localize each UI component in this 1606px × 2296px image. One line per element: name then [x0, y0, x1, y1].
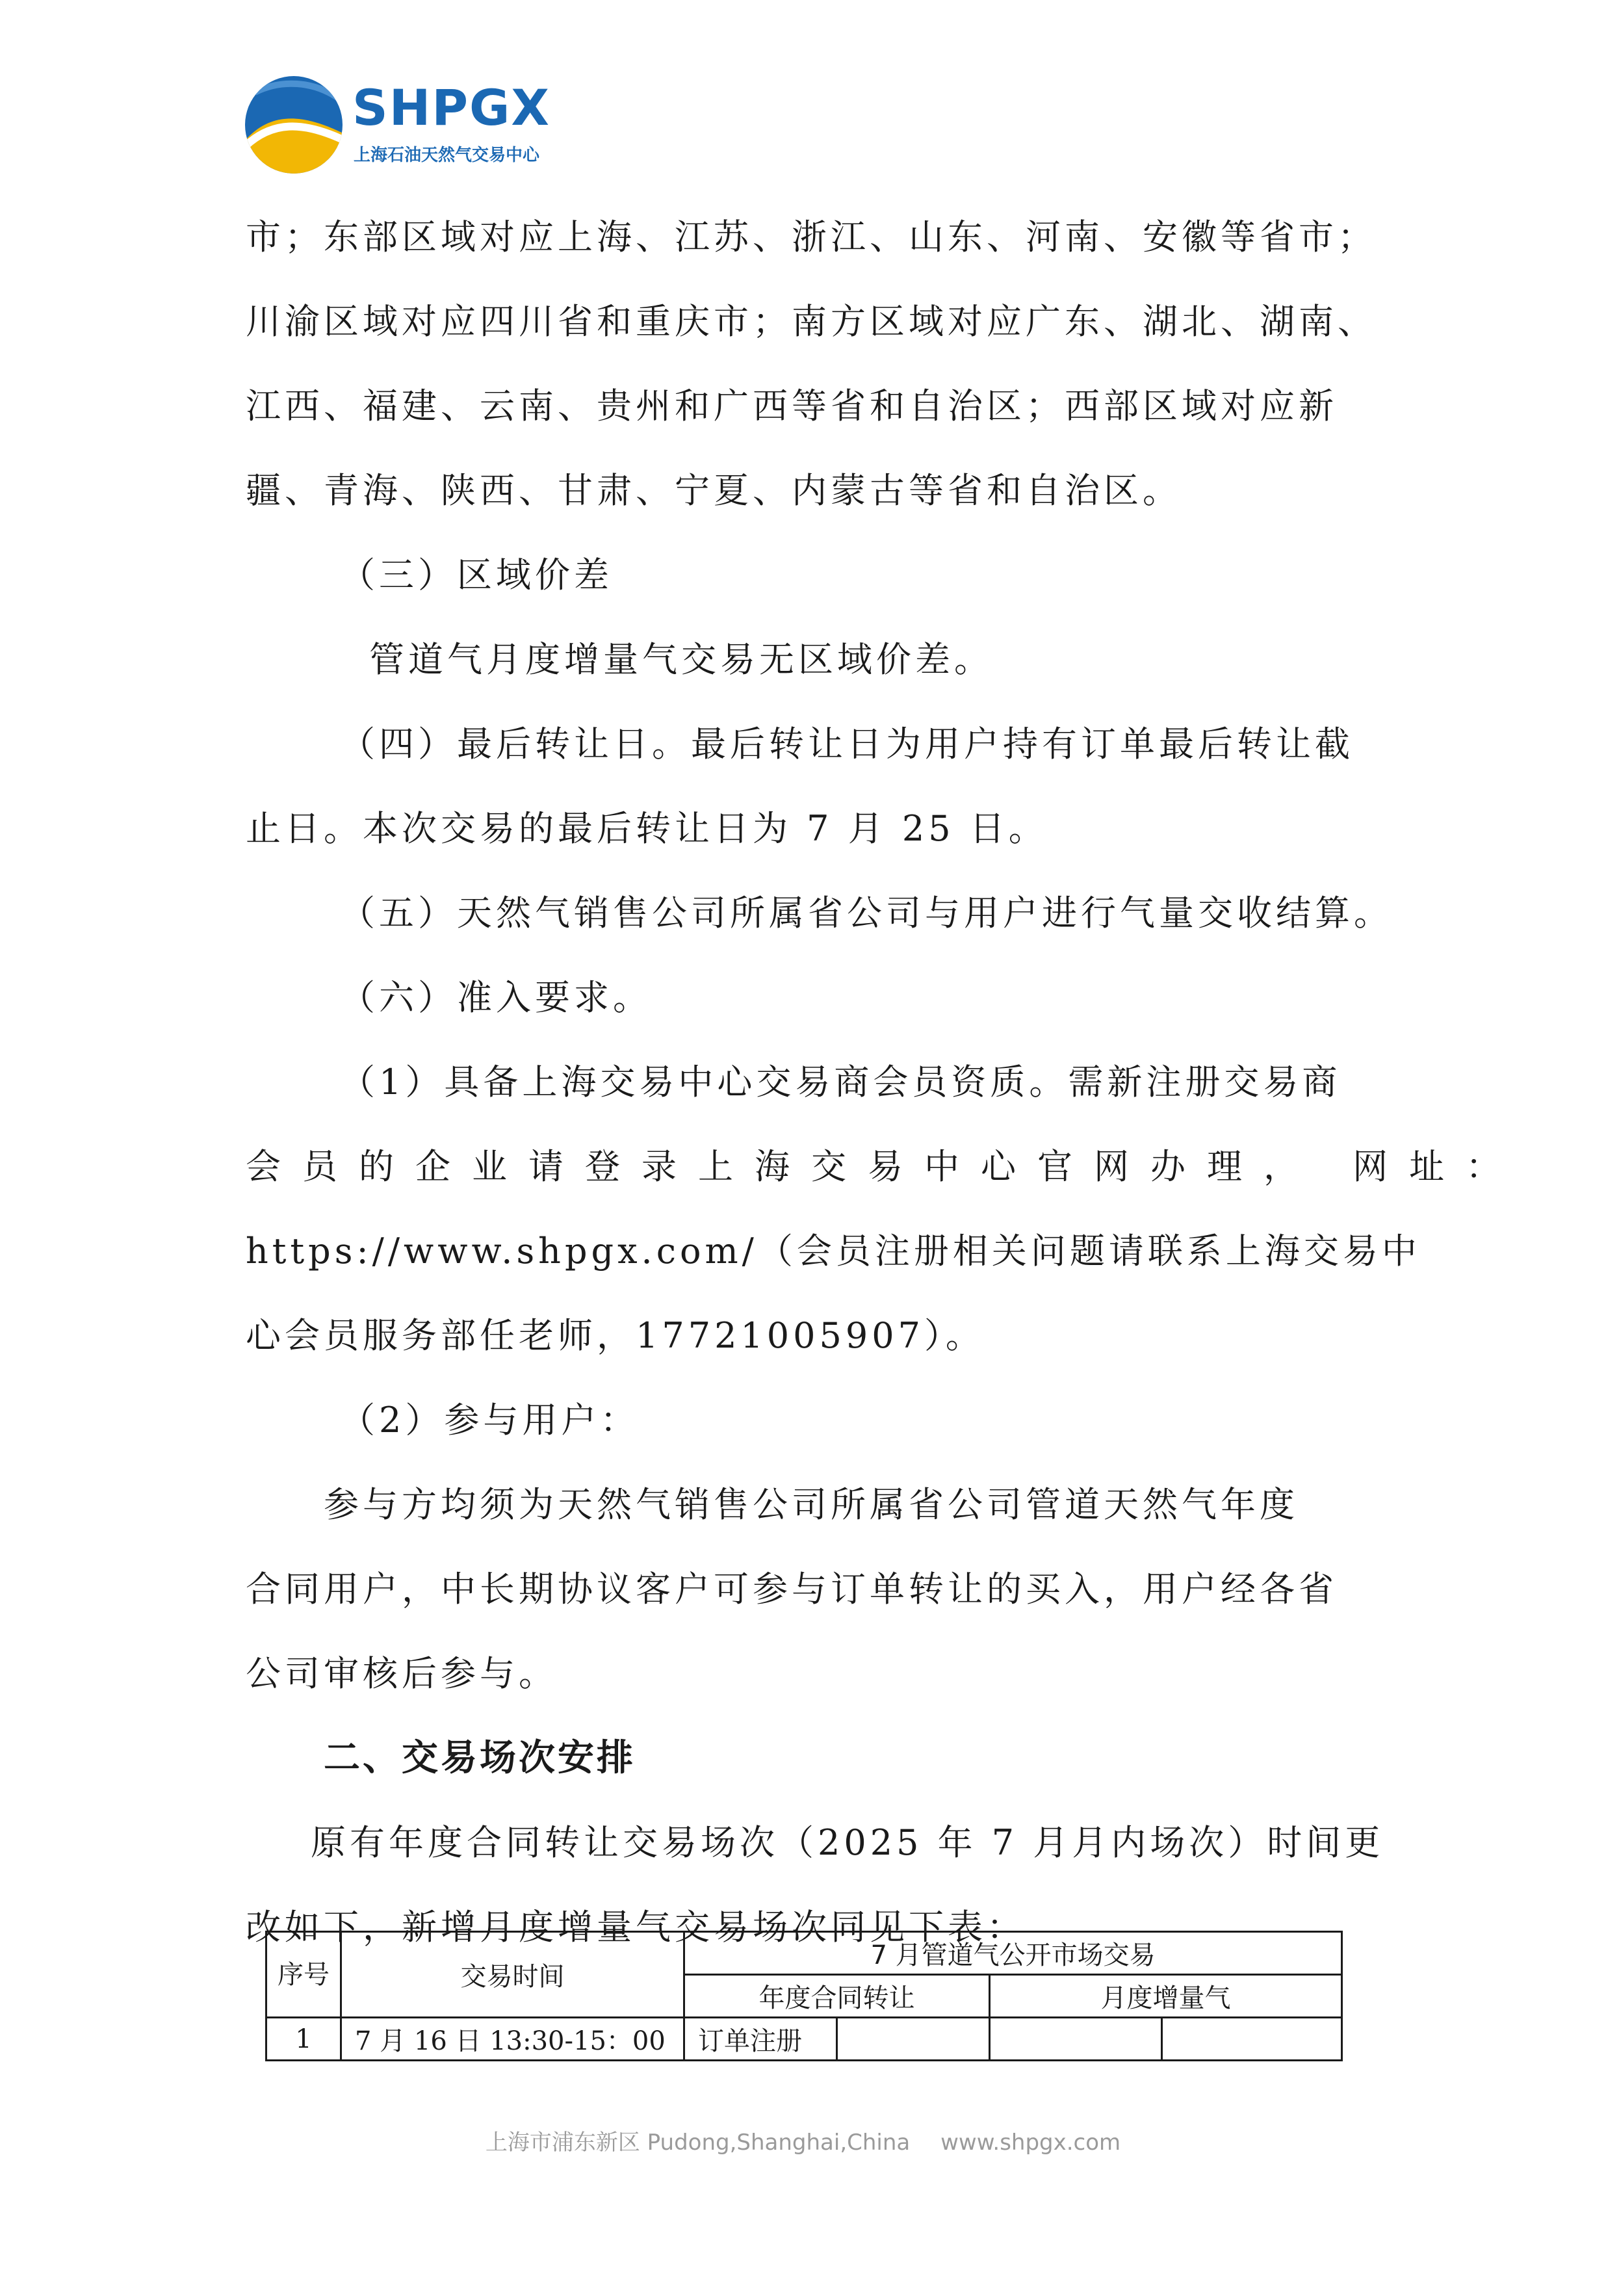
footer-address: 上海市浦东新区 Pudong,Shanghai,China [485, 2130, 911, 2156]
header-group: 7 月管道气公开市场交易 [684, 1932, 1342, 1975]
body-line: （2）参与用户： [340, 1400, 640, 1441]
header-seq: 序号 [266, 1932, 341, 2018]
body-line: 改如下，新增月度增量气交易场次同见下表： [246, 1907, 1026, 1948]
body-line: 管道气月度增量气交易无区域价差。 [369, 639, 993, 680]
section-title-regional-spread: （三）区域价差 [340, 554, 613, 595]
table-header-row [266, 1932, 1342, 1975]
footer-website[interactable]: www.shpgx.com [940, 2130, 1121, 2156]
body-line: 市；东部区域对应上海、江苏、浙江、山东、河南、安徽等省市； [246, 216, 1377, 257]
cell-seq: 1 [266, 2018, 341, 2061]
cell-annual-a: 订单注册 [684, 2018, 837, 2061]
shpgx-logo [242, 73, 554, 177]
body-line: 心会员服务部任老师，17721005907）。 [246, 1315, 985, 1356]
body-line: （四）最后转让日。最后转让日为用户持有订单最后转让截 [340, 724, 1354, 764]
schedule-table [265, 1931, 1343, 2061]
cell-annual-b [837, 2018, 990, 2061]
body-line: （1）具备上海交易中心交易商会员资质。需新注册交易商 [340, 1062, 1341, 1102]
subheader-monthly: 月度增量气 [990, 1975, 1342, 2018]
section-title-access: （六）准入要求。 [340, 977, 652, 1018]
document-body [246, 195, 1523, 1970]
logo-globe-icon [242, 73, 346, 177]
section-heading-schedule: 二、交易场次安排 [324, 1737, 636, 1779]
body-line: 江西、福建、云南、贵州和广西等省和自治区；西部区域对应新 [246, 385, 1338, 426]
body-line: 原有年度合同转让交易场次（2025 年 7 月月内场次）时间更 [311, 1822, 1384, 1863]
body-line: 川渝区域对应四川省和重庆市；南方区域对应广东、湖北、湖南、 [246, 301, 1377, 342]
body-line: 疆、青海、陕西、甘肃、宁夏、内蒙古等省和自治区。 [246, 470, 1182, 511]
page-footer [0, 2124, 1606, 2156]
subheader-annual: 年度合同转让 [684, 1975, 990, 2018]
body-line: 参与方均须为天然气销售公司所属省公司管道天然气年度 [324, 1484, 1299, 1525]
body-line: 会员的企业请登录上海交易中心官网办理， 网址： [246, 1146, 1523, 1187]
cell-monthly-b [1162, 2018, 1342, 2061]
body-line: 止日。本次交易的最后转让日为 7 月 25 日。 [246, 808, 1048, 849]
body-line: 公司审核后参与。 [246, 1653, 558, 1694]
cell-monthly-a [990, 2018, 1162, 2061]
table-row [266, 2018, 1342, 2061]
brand-subtitle: 上海石油天然气交易中心 [354, 146, 540, 165]
body-line: （五）天然气销售公司所属省公司与用户进行气量交收结算。 [340, 893, 1393, 933]
cell-time: 7 月 16 日 13:30-15：00 [341, 2018, 684, 2061]
brand-name: SHPGX [352, 79, 551, 137]
body-line: 合同用户，中长期协议客户可参与订单转让的买入，用户经各省 [246, 1569, 1338, 1610]
body-line-url: https://www.shpgx.com/（会员注册相关问题请联系上海交易中 [246, 1231, 1421, 1272]
header-time: 交易时间 [341, 1932, 684, 2018]
